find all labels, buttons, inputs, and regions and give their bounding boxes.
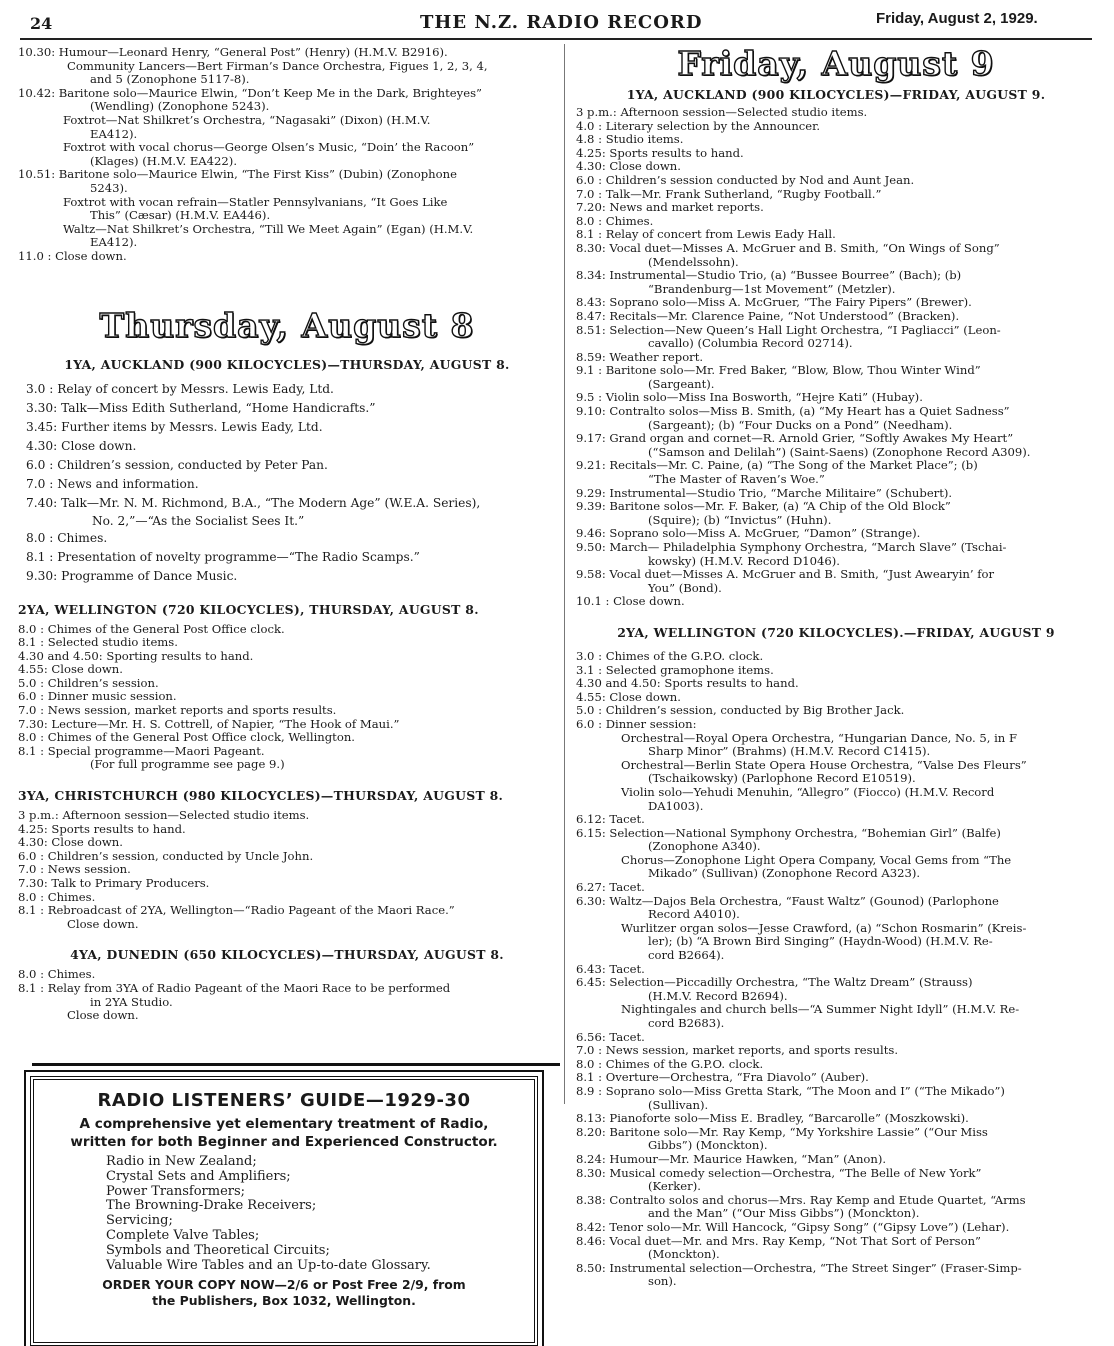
friday-auckland-list <box>576 106 1096 609</box>
advert-contents-list <box>34 1155 534 1273</box>
programme-line: 8.0 : Chimes of the G.P.O. clock. <box>576 1057 764 1071</box>
advert-item: Symbols and Theoretical Circuits; <box>106 1242 330 1258</box>
advert-item: Servicing; <box>106 1213 173 1229</box>
programme-line: 6.0 : Dinner session: <box>576 717 697 731</box>
programme-line: 5243). <box>90 181 128 195</box>
programme-line: 4.30: Close down. <box>18 836 123 850</box>
programme-line: EA412). <box>90 127 138 141</box>
thursday-auckland-title: 1YA, AUCKLAND (900 KILOCYCLES)—THURSDAY, AUGUST 8. <box>64 356 510 372</box>
advert-order-line-2: the Publishers, Box 1032, Wellington. <box>152 1293 416 1309</box>
programme-line: 9.17: Grand organ and cornet—R. Arnold Grier, “Softly Awakes My Heart” <box>576 432 1014 446</box>
programme-line: 8.9 : Soprano solo—Miss Gretta Stark, “The Moon and I” (“The Mikado”) <box>576 1084 1005 1098</box>
programme-line: 11.0 : Close down. <box>18 249 127 263</box>
programme-line: 10.42: Baritone solo—Maurice Elwin, “Don’t Keep Me in the Dark, Brighteyes” <box>18 86 482 100</box>
programme-line: 8.1 : Overture—Orchestra, “Fra Diavolo” (Auber). <box>576 1071 869 1085</box>
programme-line: 4.55: Close down. <box>18 663 123 677</box>
programme-line: 6.30: Waltz—Dajos Bela Orchestra, “Faust Waltz” (Gounod) (Parlophone <box>576 894 999 908</box>
programme-line: Close down. <box>67 917 139 931</box>
programme-line: (Mendelssohn). <box>648 255 739 269</box>
programme-line: 8.43: Soprano solo—Miss A. McGruer, “The Fairy Pipers” (Brewer). <box>576 296 972 310</box>
page-number: 24 <box>30 14 53 33</box>
programme-line: 8.1 : Relay of concert from Lewis Eady Hall. <box>576 228 836 242</box>
programme-line: 8.30: Vocal duet—Misses A. McGruer and B. Smith, “On Wings of Song” <box>576 241 1000 255</box>
programme-line: 8.38: Contralto solos and chorus—Mrs. Ray Kemp and Etude Quartet, “Arms <box>576 1193 1026 1207</box>
programme-line: 9.29: Instrumental—Studio Trio, “Marche Militaire” (Schubert). <box>576 486 953 500</box>
programme-line: 8.30: Musical comedy selection—Orchestra, “The Belle of New York” <box>576 1166 982 1180</box>
programme-line: 8.0 : Chimes. <box>26 530 108 545</box>
programme-line: 7.0 : News and information. <box>26 476 199 491</box>
programme-line: Chorus—Zonophone Light Opera Company, Vocal Gems from “The <box>621 853 1012 867</box>
programme-line: 8.0 : Chimes. <box>18 890 96 904</box>
programme-line: 9.39: Baritone solos—Mr. F. Baker, (a) “A Chip of the Old Block” <box>576 500 951 514</box>
programme-line: Waltz—Nat Shilkret’s Orchestra, “Till We Meet Again” (Egan) (H.M.V. <box>63 222 474 236</box>
programme-line: This” (Cæsar) (H.M.V. EA446). <box>90 209 271 223</box>
programme-line: 8.1 : Relay from 3YA of Radio Pageant of the Maori Race to be performed <box>18 981 451 995</box>
programme-line: 6.0 : Children’s session, conducted by Uncle John. <box>18 849 314 863</box>
programme-line: 8.42: Tenor solo—Mr. Will Hancock, “Gipsy Song” (“Gipsy Love”) (Lehar). <box>576 1220 1010 1234</box>
thursday-dunedin-list <box>18 968 556 1022</box>
programme-line: 4.8 : Studio items. <box>576 133 684 147</box>
header-rule <box>20 38 1092 40</box>
programme-line: 6.12: Tacet. <box>576 813 645 827</box>
advert-item: Complete Valve Tables; <box>106 1227 260 1243</box>
programme-line: 5.0 : Children’s session. <box>18 676 159 690</box>
programme-line: 8.46: Vocal duet—Mr. and Mrs. Ray Kemp, “Not That Sort of Person” <box>576 1234 981 1248</box>
thursday-wellington-title: 2YA, WELLINGTON (720 KILOCYCLES), THURSDAY, AUGUST 8. <box>18 601 479 617</box>
programme-line: Wurlitzer organ solos—Jesse Crawford, (a) “Schon Rosmarin” (Kreis- <box>621 921 1027 935</box>
programme-line: 9.21: Recitals—Mr. C. Paine, (a) “The Song of the Market Place”; (b) <box>576 459 978 473</box>
thursday-dunedin-title: 4YA, DUNEDIN (650 KILOCYCLES)—THURSDAY, AUGUST 8. <box>70 947 504 963</box>
programme-line: cord B2664). <box>648 949 725 963</box>
programme-line: 6.27: Tacet. <box>576 881 645 895</box>
left-column <box>18 44 556 1023</box>
issue-date: Friday, August 2, 1929. <box>876 10 1038 27</box>
programme-line: (Sullivan). <box>648 1098 709 1112</box>
programme-line: (For full programme see page 9.) <box>90 758 285 772</box>
programme-line: (Squire); (b) “Invictus” (Huhn). <box>648 513 832 527</box>
programme-line: 7.0 : News session, market reports, and sports results. <box>576 1044 899 1058</box>
programme-line: 8.20: Baritone solo—Mr. Ray Kemp, “My Yorkshire Lassie” (“Our Miss <box>576 1125 988 1139</box>
thursday-christchurch-list <box>18 809 556 931</box>
right-column <box>576 44 1096 1289</box>
programme-line: Orchestral—Berlin State Opera House Orchestra, “Valse Des Fleurs” <box>621 758 1027 772</box>
advert-item: Radio in New Zealand; <box>106 1154 257 1169</box>
programme-line: 8.0 : Chimes. <box>18 968 96 982</box>
programme-line: 8.50: Instrumental selection—Orchestra, “The Street Singer” (Fraser-Simp- <box>576 1261 1022 1275</box>
advert-item: Valuable Wire Tables and an Up-to-date Glossary. <box>106 1257 431 1273</box>
programme-line: 6.56: Tacet. <box>576 1030 645 1044</box>
programme-line: 6.43: Tacet. <box>576 962 645 976</box>
programme-line: (Wendling) (Zonophone 5243). <box>90 100 270 114</box>
column-divider <box>564 44 565 1104</box>
wednesday-continuation <box>18 46 556 264</box>
programme-line: Gibbs”) (Monckton). <box>648 1139 768 1153</box>
programme-line: 3.1 : Selected gramophone items. <box>576 663 774 677</box>
programme-line: 8.47: Recitals—Mr. Clarence Paine, “Not Understood” (Bracken). <box>576 309 960 323</box>
programme-line: 6.0 : Children’s session, conducted by Peter Pan. <box>26 457 328 472</box>
programme-line: cavallo) (Columbia Record 02714). <box>648 337 853 351</box>
programme-line: 6.0 : Children’s session conducted by Nod and Aunt Jean. <box>576 173 915 187</box>
programme-line: Foxtrot with vocal chorus—George Olsen’s Music, “Doin’ the Racoon” <box>63 141 475 155</box>
programme-line: 7.40: Talk—Mr. N. M. Richmond, B.A., “The Modern Age” (W.E.A. Series), <box>26 495 481 510</box>
programme-line: 7.30: Lecture—Mr. H. S. Cottrell, of Napier, “The Hook of Maui.” <box>18 717 400 731</box>
advert-title: RADIO LISTENERS’ GUIDE—1929-30 <box>97 1090 471 1111</box>
programme-line: 3.45: Further items by Messrs. Lewis Eady, Ltd. <box>26 419 323 434</box>
programme-line: and 5 (Zonophone 5117-8). <box>90 73 250 87</box>
programme-line: in 2YA Studio. <box>90 995 173 1009</box>
programme-line: 8.1 : Special programme—Maori Pageant. <box>18 744 265 758</box>
programme-line: 8.1 : Selected studio items. <box>18 636 178 650</box>
friday-auckland-title: 1YA, AUCKLAND (900 KILOCYCLES)—FRIDAY, AUGUST 9. <box>626 87 1046 102</box>
programme-line: (H.M.V. Record B2694). <box>648 989 788 1003</box>
programme-line: 9.50: March— Philadelphia Symphony Orchestra, “March Slave” (Tschai- <box>576 541 1007 554</box>
programme-line: Foxtrot—Nat Shilkret’s Orchestra, “Nagasaki” (Dixon) (H.M.V. <box>63 113 431 127</box>
programme-line: 9.30: Programme of Dance Music. <box>26 568 238 583</box>
programme-line: 7.0 : Talk—Mr. Frank Sutherland, “Rugby Football.” <box>576 187 882 201</box>
programme-line: cord B2683). <box>648 1017 725 1030</box>
programme-line: 4.30 and 4.50: Sports results to hand. <box>576 677 799 691</box>
friday-wellington-title: 2YA, WELLINGTON (720 KILOCYCLES).—FRIDAY, AUGUST 9 <box>617 624 1055 640</box>
programme-line: EA412). <box>90 236 138 250</box>
programme-line: (Sargeant). <box>648 377 715 391</box>
advert-subtitle-1: A comprehensive yet elementary treatment of Radio, <box>79 1116 489 1132</box>
programme-line: (Klages) (H.M.V. EA422). <box>90 154 238 168</box>
programme-line: 3.30: Talk—Miss Edith Sutherland, “Home Handicrafts.” <box>26 400 376 415</box>
publication-title: THE N.Z. RADIO RECORD <box>420 12 703 33</box>
thursday-wellington-list <box>18 623 556 773</box>
programme-line: (Zonophone A340). <box>648 840 761 854</box>
programme-line: Violin solo—Yehudi Menuhin, “Allegro” (Fiocco) (H.M.V. Record <box>621 785 995 799</box>
advert-item: The Browning-Drake Receivers; <box>106 1198 317 1214</box>
programme-line: 5.0 : Children’s session, conducted by Big Brother Jack. <box>576 704 905 718</box>
programme-line: 9.1 : Baritone solo—Mr. Fred Baker, “Blow, Blow, Thou Winter Wind” <box>576 364 981 378</box>
programme-line: DA1003). <box>648 799 704 813</box>
programme-line: No. 2,”—“As the Socialist Sees It.” <box>92 513 305 528</box>
programme-line: Mikado” (Sullivan) (Zonophone Record A323). <box>648 867 921 881</box>
advert-order-line-1: ORDER YOUR COPY NOW—2/6 or Post Free 2/9, from <box>102 1277 466 1293</box>
programme-line: Close down. <box>67 1009 139 1023</box>
programme-line: “Brandenburg—1st Movement” (Metzler). <box>648 282 896 296</box>
programme-line: 8.34: Instrumental—Studio Trio, (a) “Bussee Bourree” (Bach); (b) <box>576 269 962 283</box>
friday-heading: Friday, August 9 <box>677 44 995 83</box>
programme-line: (Monckton). <box>648 1248 720 1262</box>
advert-box <box>30 1076 538 1346</box>
programme-line: 8.0 : Chimes of the General Post Office clock. <box>18 622 285 636</box>
programme-line: 4.30 and 4.50: Sporting results to hand. <box>18 649 254 663</box>
programme-line: (Sargeant); (b) “Four Ducks on a Pond” (Needham). <box>648 418 953 432</box>
programme-line: 4.0 : Literary selection by the Announcer. <box>576 119 821 133</box>
programme-line: kowsky) (H.M.V. Record D1046). <box>648 554 840 568</box>
programme-line: 8.0 : Chimes. <box>576 214 654 228</box>
programme-line: “The Master of Raven’s Woe.” <box>648 473 825 487</box>
thursday-christchurch-title: 3YA, CHRISTCHURCH (980 KILOCYCLES)—THURSDAY, AUGUST 8. <box>18 788 504 804</box>
programme-line: 6.0 : Dinner music session. <box>18 690 177 704</box>
programme-line: 7.30: Talk to Primary Producers. <box>18 877 210 890</box>
programme-line: 4.55: Close down. <box>576 690 681 704</box>
programme-line: You” (Bond). <box>648 581 722 595</box>
advert-subtitle-2: written for both Beginner and Experienced Constructor. <box>70 1134 498 1150</box>
programme-line: 8.0 : Chimes of the General Post Office clock, Wellington. <box>18 731 355 745</box>
programme-line: 7.0 : News session, market reports and sports results. <box>18 704 337 718</box>
programme-line: 3 p.m.: Afternoon session—Selected studio items. <box>18 809 310 823</box>
programme-line: 8.59: Weather report. <box>576 350 704 364</box>
programme-line: (“Samson and Delilah”) (Saint-Saens) (Zonophone Record A309). <box>648 445 1031 459</box>
programme-line: Orchestral—Royal Opera Orchestra, “Hungarian Dance, No. 5, in F <box>621 731 1017 745</box>
programme-line: and the Man” (“Our Miss Gibbs”) (Monckton). <box>648 1207 920 1221</box>
programme-line: 9.10: Contralto solos—Miss B. Smith, (a) “My Heart has a Quiet Sadness” <box>576 405 1010 419</box>
programme-line: 10.1 : Close down. <box>576 595 685 609</box>
programme-line: 8.24: Humour—Mr. Maurice Hawken, “Man” (Anon). <box>576 1152 887 1166</box>
programme-line: 4.25: Sports results to hand. <box>576 146 744 160</box>
programme-line: 9.5 : Violin solo—Miss Ina Bosworth, “Hejre Kati” (Hubay). <box>576 391 923 405</box>
programme-line: 7.0 : News session. <box>18 863 131 877</box>
programme-line: 6.15: Selection—National Symphony Orchestra, “Bohemian Girl” (Balfe) <box>576 826 1001 840</box>
programme-line: 9.46: Soprano solo—Miss A. McGruer, “Damon” (Strange). <box>576 527 921 541</box>
programme-line: 9.58: Vocal duet—Misses A. McGruer and B. Smith, “Just Awearyin’ for <box>576 568 995 582</box>
programme-line: 4.25: Sports results to hand. <box>18 822 186 836</box>
programme-line: 4.30: Close down. <box>576 160 681 174</box>
programme-line: 3 p.m.: Afternoon session—Selected studio items. <box>576 106 868 119</box>
programme-line: 3.0 : Relay of concert by Messrs. Lewis Eady, Ltd. <box>26 381 334 396</box>
programme-line: 3.0 : Chimes of the G.P.O. clock. <box>576 649 764 663</box>
programme-line: ler); (b) “A Brown Bird Singing” (Haydn-Wood) (H.M.V. Re- <box>648 935 993 949</box>
programme-line: 8.13: Pianoforte solo—Miss E. Bradley, “Barcarolle” (Moszkowski). <box>576 1112 969 1126</box>
programme-line: (Tschaikowsky) (Parlophone Record E10519). <box>648 772 916 786</box>
programme-line: 8.51: Selection—New Queen’s Hall Light Orchestra, “I Pagliacci” (Leon- <box>576 323 1001 337</box>
advert-item: Crystal Sets and Amplifiers; <box>106 1168 291 1184</box>
programme-line: 4.30: Close down. <box>26 438 137 453</box>
page-header <box>0 0 1114 40</box>
programme-line: Nightingales and church bells—“A Summer Night Idyll” (H.M.V. Re- <box>621 1003 1020 1017</box>
programme-line: Sharp Minor” (Brahms) (H.M.V. Record C1415). <box>648 745 931 759</box>
advert-item: Power Transformers; <box>106 1183 246 1199</box>
programme-line: 10.30: Humour—Leonard Henry, “General Post” (Henry) (H.M.V. B2916). <box>18 46 448 59</box>
programme-line: son). <box>648 1275 677 1289</box>
advert-separator <box>32 1063 560 1066</box>
programme-line: Record A4010). <box>648 908 740 922</box>
programme-line: Foxtrot with vocan refrain—Statler Pennsylvanians, “It Goes Like <box>63 195 448 209</box>
programme-line: 8.1 : Presentation of novelty programme—“The Radio Scamps.” <box>26 549 420 564</box>
programme-line: Community Lancers—Bert Firman’s Dance Orchestra, Figues 1, 2, 3, 4, <box>67 59 488 73</box>
programme-line: 8.1 : Rebroadcast of 2YA, Wellington—“Radio Pageant of the Maori Race.” <box>18 904 455 918</box>
friday-wellington-list <box>576 650 1096 1289</box>
programme-line: 6.45: Selection—Piccadilly Orchestra, “The Waltz Dream” (Strauss) <box>576 976 973 990</box>
programme-line: 10.51: Baritone solo—Maurice Elwin, “The First Kiss” (Dubin) (Zonophone <box>18 168 457 182</box>
programme-line: (Kerker). <box>648 1180 701 1194</box>
thursday-auckland-list <box>18 380 556 586</box>
thursday-heading: Thursday, August 8 <box>99 305 475 345</box>
programme-line: 7.20: News and market reports. <box>576 201 764 215</box>
